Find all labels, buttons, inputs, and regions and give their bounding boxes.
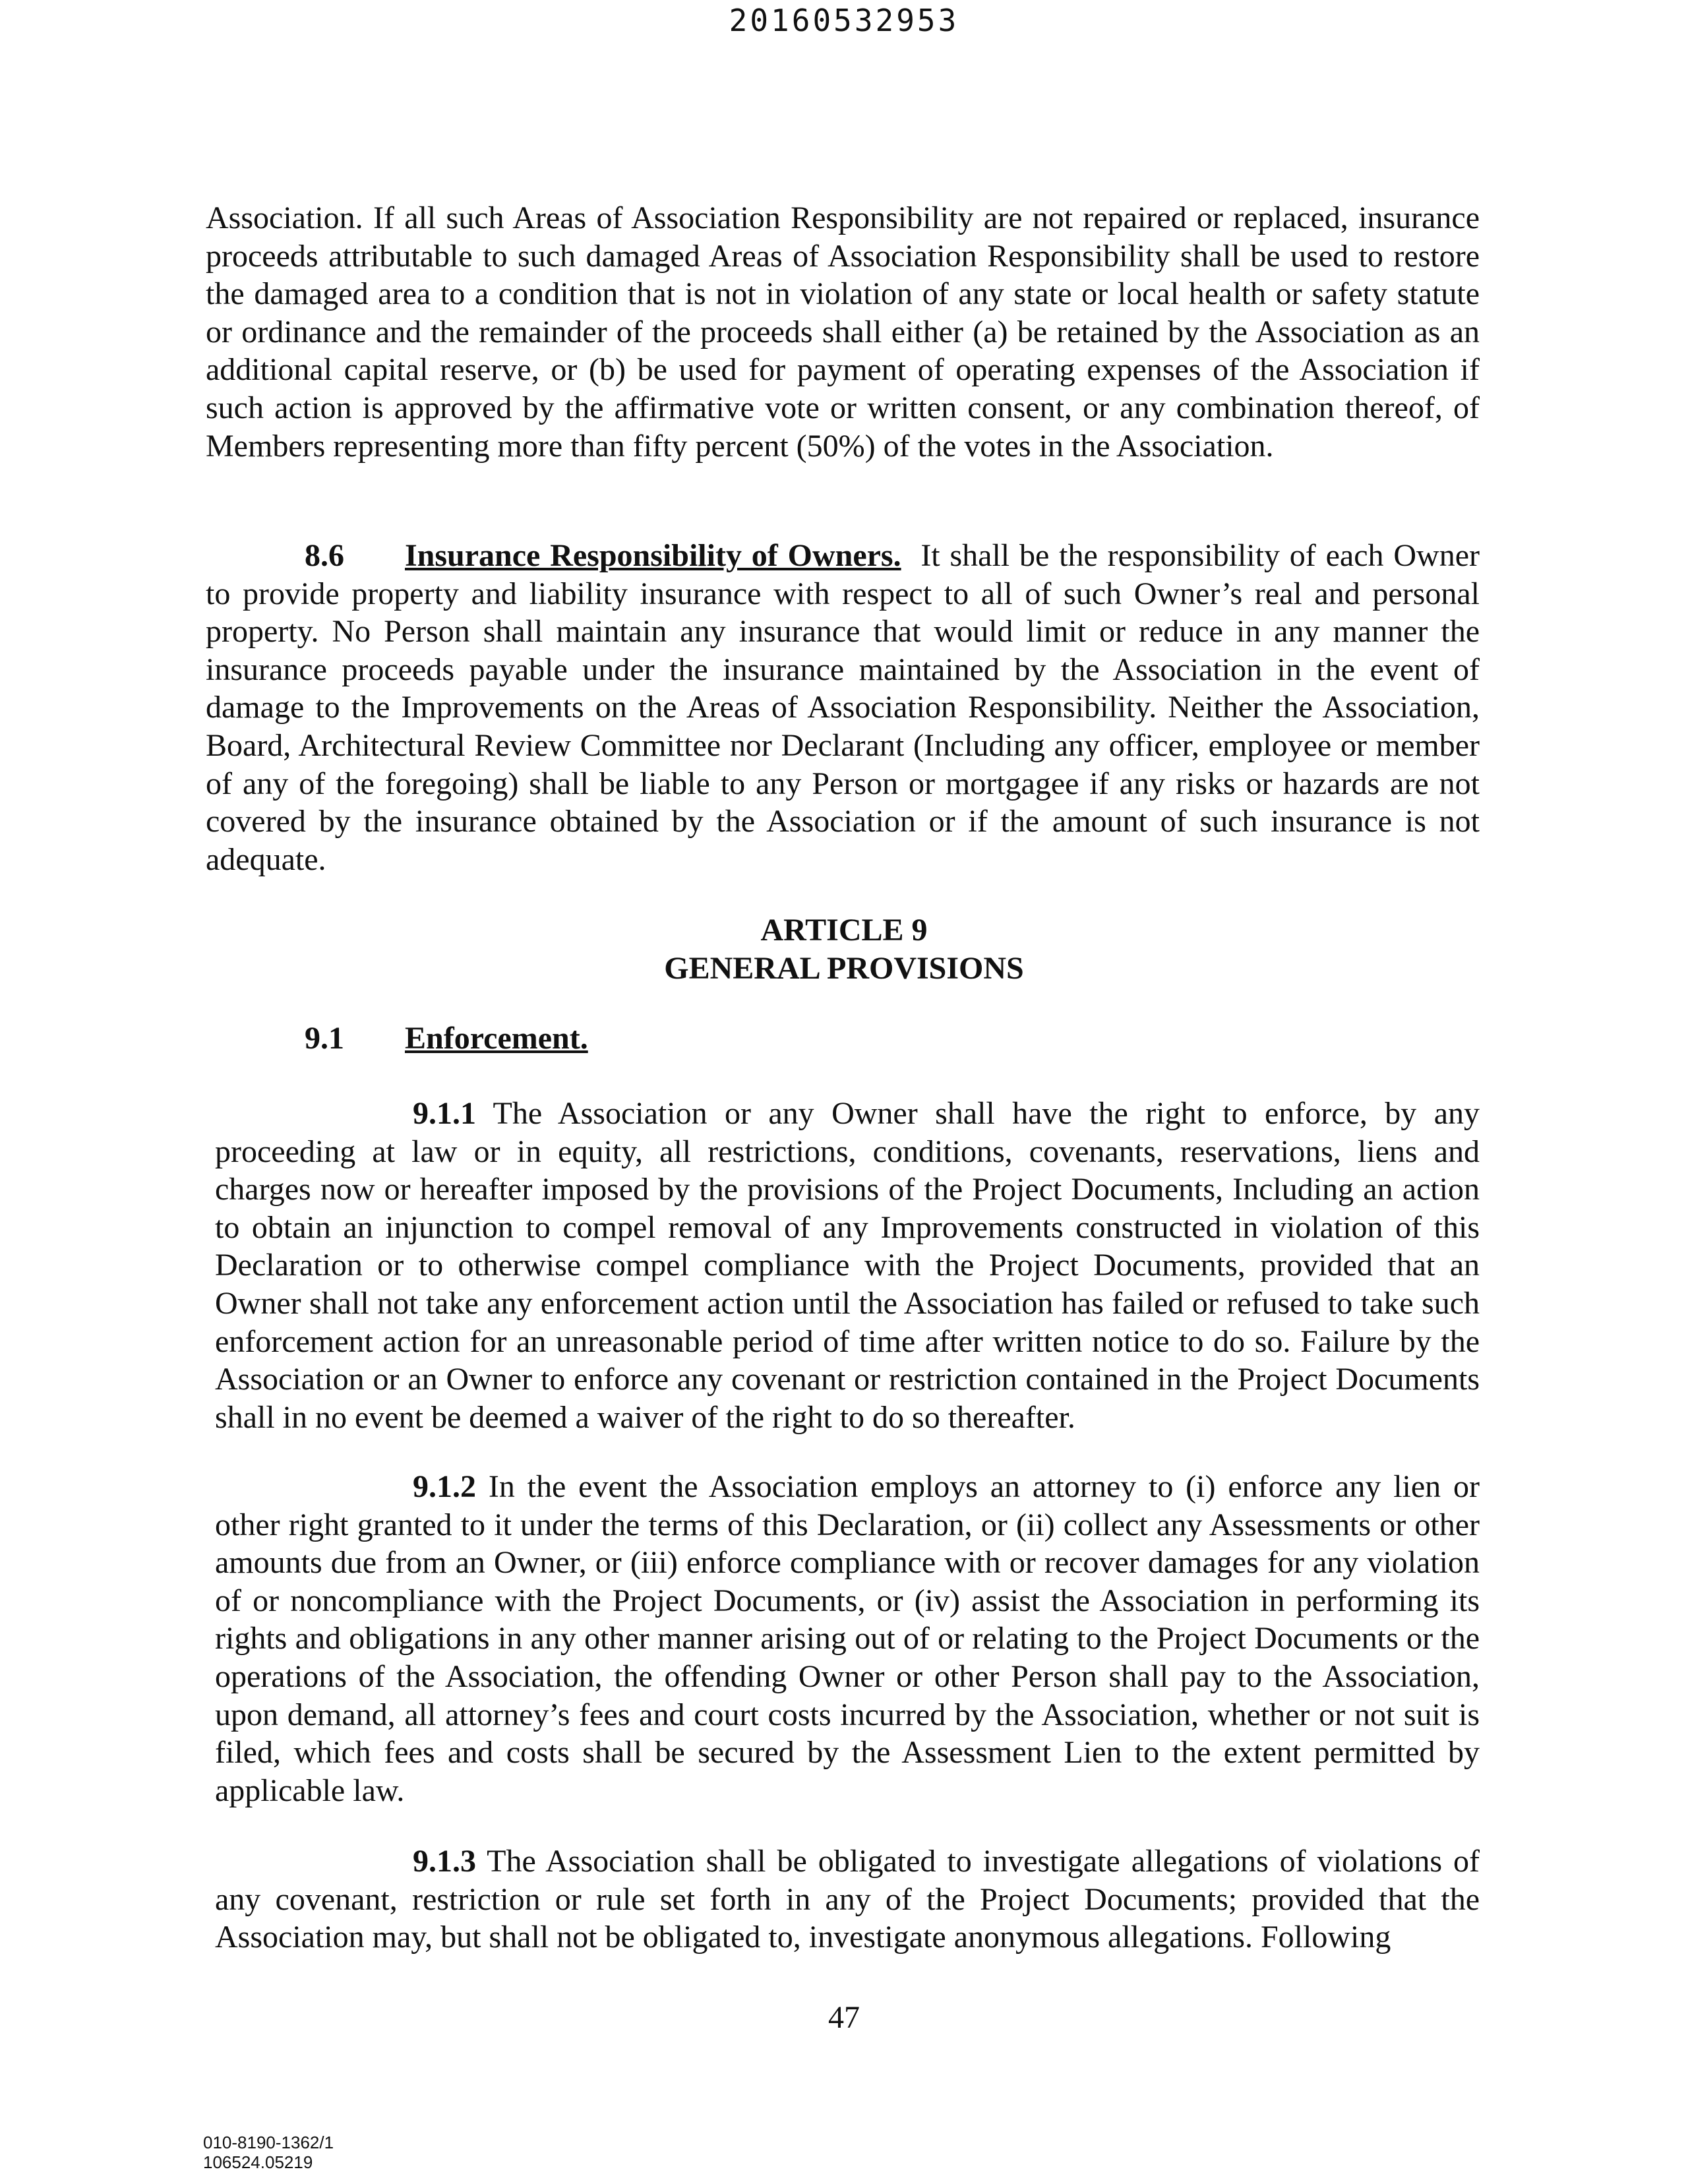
subsection-body: The Association or any Owner shall have the right to enforce, by any proceeding at law or in equity, all restrictions, conditions, covenants, reservations, liens and charges now or hereafter imposed by the provisions of the Project Documents, Including an action to obtain an injunction to compel removal of any Improvements constructed in violation of this Declaration or to otherwise compel compliance with the Project Documents, provided that an Owner shall not take any enforcement action until the Association has failed or refused to take such enforcement action for an unreasonable period of time after written notice to do so. Failure by the Association or an Owner to enforce any covenant or restriction contained in the Project Documents shall in no event be deemed a waiver of the right to do so thereafter. — [215, 1096, 1480, 1435]
subsection-number: 9.1.1 — [413, 1096, 476, 1131]
footer-document-code: 010-8190-1362/1 — [203, 2133, 334, 2152]
article-heading — [0, 911, 1688, 988]
document-number: 20160532953 — [729, 3, 959, 38]
section-8-5-continuation: Association. If all such Areas of Association Responsibility are not repaired or replaced, insurance proceeds attributable to such damaged Areas of Association Responsibility shall be used to restore the damaged area to a condition that is not in violation of any state or local health or safety statute or ordinance and the remainder of the proceeds shall either (a) be retained by the Association as an additional capital reserve, or (b) be used for payment of operating expenses of the Association if such action is approved by the affirmative vote or written consent, or any combination thereof, of Members representing more than fifty percent (50%) of the votes in the Association. — [206, 200, 1480, 464]
section-title: Insurance Responsibility of Owners. — [405, 538, 901, 573]
section-9-1-heading — [305, 1019, 588, 1058]
section-number: 9.1 — [305, 1021, 344, 1056]
section-8-6 — [206, 537, 1480, 878]
section-title: Enforcement. — [405, 1021, 588, 1056]
subsection-body: In the event the Association employs an attorney to (i) enforce any lien or other right granted to it under the terms of this Declaration, or (ii) collect any Assessments or other amounts due from an Owner, or (iii) enforce compliance with or recover damages for any violation of or noncompliance with the Project Documents, or (iv) assist the Association in performing its rights and obligations in any other manner arising out of or relating to the Project Documents or the operations of the Association, the offending Owner or other Person shall pay to the Association, upon demand, all attorney’s fees and court costs incurred by the Association, whether or not suit is filed, which fees and costs shall be secured by the Assessment Lien to the extent permitted by applicable law. — [215, 1469, 1480, 1808]
footer-matter-code: 106524.05219 — [203, 2152, 313, 2172]
subsection-number: 9.1.2 — [413, 1469, 476, 1504]
page-number: 47 — [828, 2000, 860, 2035]
subsection-body: The Association shall be obligated to investigate allegations of violations of any covenant, restriction or rule set forth in any of the Project Documents; provided that the Association may, but shall not be obligated to, investigate anonymous allegations. Following — [215, 1844, 1480, 1955]
subsection-9-1-2 — [215, 1468, 1480, 1809]
article-title: GENERAL PROVISIONS — [664, 951, 1024, 986]
section-number: 8.6 — [305, 538, 344, 573]
subsection-9-1-3 — [215, 1842, 1480, 1957]
section-body: It shall be the responsibility of each Owner to provide property and liability insurance with respect to all of such Owner’s real and personal property. No Person shall maintain any insurance that would limit or reduce in any manner the insurance proceeds payable under the insurance maintained by the Association in the event of damage to the Improvements on the Areas of Association Responsibility. Neither the Association, Board, Architectural Review Committee nor Declarant (Including any officer, employee or member of any of the foregoing) shall be liable to any Person or mortgagee if any risks or hazards are not covered by the insurance obtained by the Association or if the amount of such insurance is not adequate. — [206, 538, 1480, 877]
subsection-number: 9.1.3 — [413, 1844, 476, 1879]
article-number: ARTICLE 9 — [760, 913, 928, 948]
subsection-9-1-1 — [215, 1095, 1480, 1436]
